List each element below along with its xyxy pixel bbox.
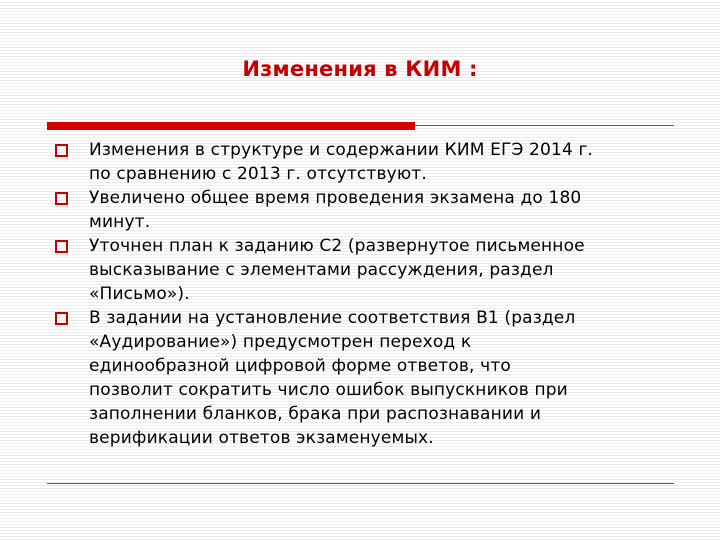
bullet-line: Уточнен план к заданию С2 (развернутое письменное	[89, 236, 585, 256]
bullet-item	[55, 186, 685, 234]
square-outline-icon	[55, 240, 68, 253]
bullet-item	[55, 306, 685, 450]
bottom-divider	[47, 483, 674, 484]
bullet-line: верификации ответов экзаменуемых.	[89, 428, 434, 448]
bullet-line: высказывание с элементами рассуждения, раздел	[89, 260, 554, 280]
bullet-item	[55, 138, 685, 186]
square-outline-icon	[55, 144, 68, 157]
bullet-line: «Письмо»).	[89, 284, 190, 304]
bullet-line: единообразной цифровой форме ответов, что	[89, 356, 511, 376]
bullet-line: заполнении бланков, брака при распознавании и	[89, 404, 542, 424]
top-divider-thick	[47, 122, 415, 130]
bullet-line: по сравнению с 2013 г. отсутствуют.	[89, 164, 427, 184]
bullet-line: «Аудирование») предусмотрен переход к	[89, 332, 472, 352]
bullet-line: Увеличено общее время проведения экзамена до 180	[89, 188, 582, 208]
square-outline-icon	[55, 312, 68, 325]
bullet-list	[55, 138, 685, 450]
bullet-line: В задании на установление соответствия В1 (раздел	[89, 308, 576, 328]
bullet-item	[55, 234, 685, 306]
bullet-line: позволит сократить число ошибок выпускников при	[89, 380, 568, 400]
square-outline-icon	[55, 192, 68, 205]
slide-title: Изменения в КИМ :	[242, 57, 478, 81]
bullet-line: минут.	[89, 212, 151, 232]
bullet-line: Изменения в структуре и содержании КИМ ЕГЭ 2014 г.	[89, 140, 594, 160]
